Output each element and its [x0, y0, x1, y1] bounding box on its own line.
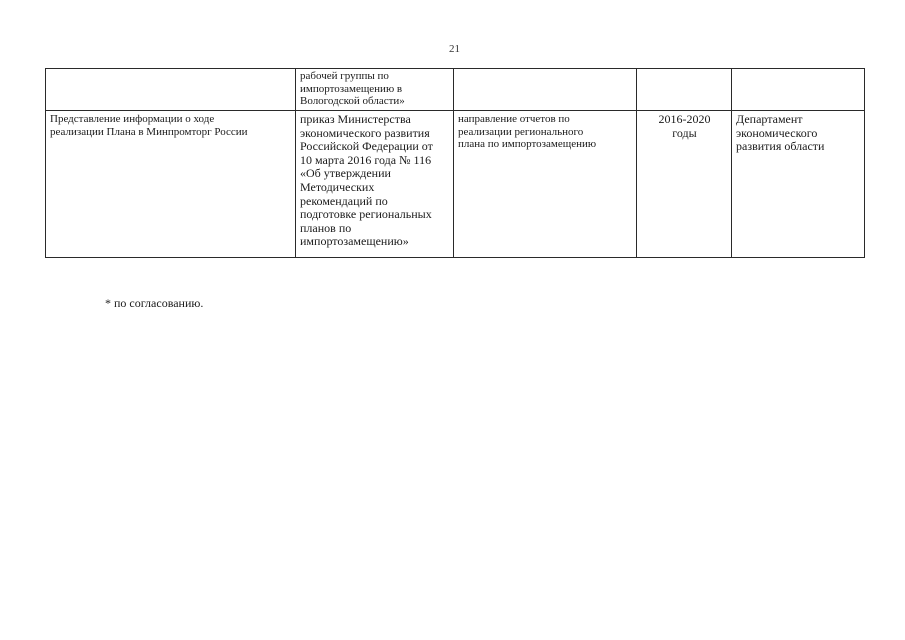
- table-row: [46, 69, 865, 111]
- table-row: [46, 111, 865, 258]
- responsible-cell: [732, 69, 865, 111]
- footnote: * по согласованию.: [105, 296, 204, 310]
- period-cell: [637, 111, 732, 258]
- basis-text: рабочей группы по импортозамещению в Вологодской области»: [300, 70, 405, 107]
- basis-cell: [296, 69, 454, 111]
- page-number: 21: [449, 43, 460, 55]
- plan-table: [45, 68, 865, 258]
- basis-text: приказ Министерства экономического развития Российской Федерации от 10 марта 2016 года № 116 «Об утверждении Методических рекомендаций по подготовке региональных планов по импортозамещению»: [300, 112, 433, 249]
- period-text: 2016-2020 годы: [658, 112, 711, 140]
- event-cell: [46, 111, 296, 258]
- basis-cell: [296, 111, 454, 258]
- event-text: Представление информации о ходе реализации Плана в Минпромторг России: [50, 113, 248, 138]
- period-cell: [637, 69, 732, 111]
- responsible-cell: [732, 111, 865, 258]
- result-text: направление отчетов по реализации регионального плана по импортозамещению: [458, 113, 597, 150]
- responsible-text: Департамент экономического развития области: [736, 112, 825, 154]
- event-cell: [46, 69, 296, 111]
- result-cell: [454, 111, 637, 258]
- result-cell: [454, 69, 637, 111]
